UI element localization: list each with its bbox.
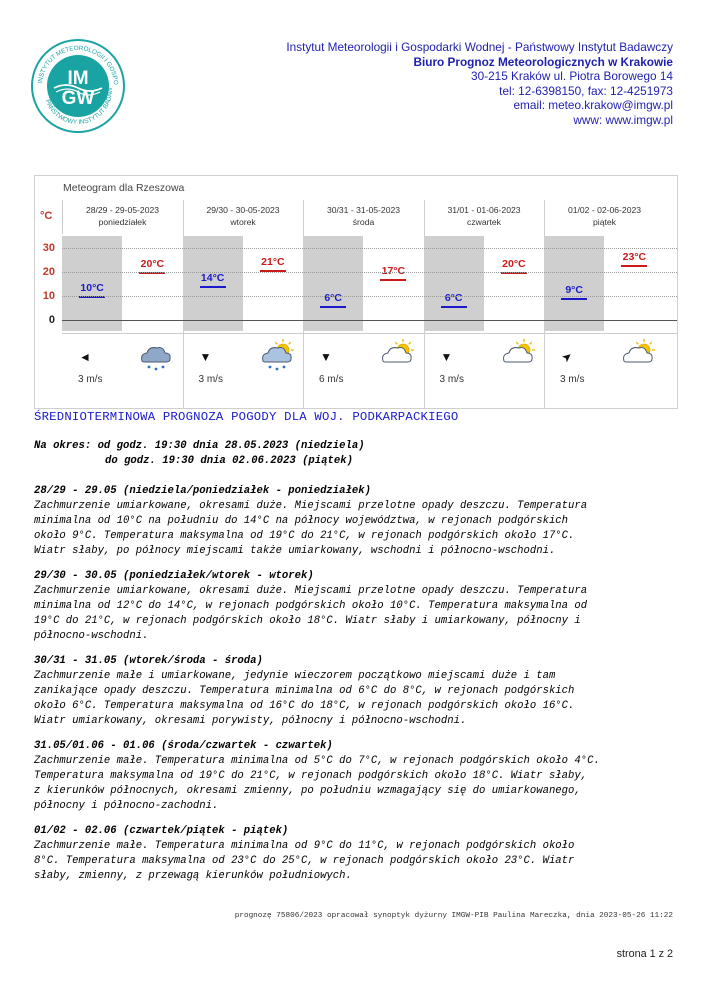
forecast-title: ŚREDNIOTERMINOWA PROGNOZA POGODY DLA WOJ. PODKARPACKIEGO	[34, 410, 459, 424]
day-weekday: poniedziałek	[98, 217, 147, 227]
block-line: północny i północno-zachodni.	[34, 800, 219, 813]
block-title: 30/31 - 31.05 (wtorek/środa - środa)	[34, 655, 263, 667]
max-temp-label: 21°C	[261, 255, 285, 268]
day-weekday: czwartek	[467, 217, 501, 227]
block-line: północno-wschodni.	[34, 630, 149, 643]
wind-speed: 3 m/s	[198, 374, 223, 385]
block-line: Zachmurzenie małe. Temperatura minimalna od 5°C do 7°C, w rejonach podgórskich około 4°C.	[34, 755, 600, 768]
forecast-period	[34, 439, 365, 469]
day-band	[122, 236, 182, 331]
page-number: strona 1 z 2	[616, 948, 673, 960]
block-line: słaby, zmienny, z przewagą kierunków południowych.	[34, 870, 352, 883]
wind-speed: 3 m/s	[560, 374, 585, 385]
block-line: Wiatr słaby, po północy miejscami także umiarkowany, wschodni i północno-wschodni.	[34, 545, 556, 558]
block-line: 8°C. Temperatura maksymalna od 23°C do 25°C, w rejonach podgórskich około 23°C. Wiatr	[34, 855, 575, 868]
day-range: 30/31 - 31-05-2023	[326, 205, 401, 215]
address: 30-215 Kraków ul. Piotra Borowego 14	[471, 69, 673, 84]
forecast-block-4	[34, 739, 674, 814]
axis-label-0: 0	[48, 314, 55, 326]
svg-text:GW: GW	[61, 88, 95, 109]
wind-direction-icon: ➤	[558, 348, 576, 366]
forecast-block-1	[34, 484, 674, 559]
block-line: Wiatr umiarkowany, okresami porywisty, północny i północno-wschodni.	[34, 715, 467, 728]
block-line: 19°C do 21°C, w rejonach podgórskich około 18°C. Wiatr słaby i umiarkowany, północny i	[34, 615, 581, 628]
block-line: około 6°C. Temperatura maksymalna od 16°C do 18°C, w rejonach podgórskich około 16°C.	[34, 700, 575, 713]
forecast-block-5	[34, 824, 674, 884]
svg-text:IM: IM	[67, 68, 89, 89]
day-range: 28/29 - 29-05-2023	[85, 205, 160, 215]
grid-line	[62, 296, 677, 297]
block-title: 29/30 - 30.05 (poniedziałek/wtorek - wtorek)	[34, 570, 314, 582]
axis-label-30: 30	[42, 242, 55, 254]
day-separator	[424, 200, 425, 408]
day-band	[484, 236, 544, 331]
meteogram	[34, 175, 678, 409]
day-header	[62, 200, 182, 234]
day-weekday: środa	[352, 217, 375, 227]
day-range: 31/01 - 01-06-2023	[447, 205, 521, 215]
max-temp-bar	[621, 265, 647, 267]
block-line: zanikające opady deszczu. Temperatura minimalna od 6°C do 8°C, w rejonach podgórskich	[34, 685, 575, 698]
max-temp-label: 23°C	[622, 250, 647, 263]
day-range: 29/30 - 30-05-2023	[206, 205, 280, 215]
max-temp-label: 20°C	[140, 258, 165, 270]
sun-cloud-rain-icon	[257, 339, 297, 371]
block-title: 28/29 - 29.05 (niedziela/poniedziałek - poniedziałek)	[34, 485, 371, 497]
day-weekday: wtorek	[230, 217, 256, 227]
max-temp-label: 17°C	[381, 265, 406, 278]
forecast-block-2	[34, 569, 674, 644]
min-temp-bar	[441, 306, 467, 308]
day-header	[544, 200, 664, 234]
block-title: 31.05/01.06 - 01.06 (środa/czwartek - czwartek)	[34, 740, 333, 752]
wind-speed: 3 m/s	[439, 374, 464, 385]
day-band	[363, 236, 423, 331]
block-line: Zachmurzenie umiarkowane, okresami duże. Miejscami przelotne opady deszczu. Temperatura	[34, 585, 588, 598]
block-line: około 9°C. Temperatura maksymalna od 19°C do 21°C, w rejonach podgórskich około 17°C.	[34, 530, 575, 543]
bureau-name: Biuro Prognoz Meteorologicznych w Krakowie	[413, 54, 673, 69]
min-temp-label: 10°C	[80, 282, 104, 294]
period-from: Na okres: od godz. 19:30 dnia 28.05.2023 (niedziela)	[34, 440, 365, 452]
day-separator	[183, 200, 184, 408]
svg-text:INSTYTUT METEOROLOGII I GOSPOD: INSTYTUT METEOROLOGII I GOSPO	[37, 44, 120, 86]
block-line: Zachmurzenie małe i umiarkowane, jedynie wieczorem początkowo miejscami duże i tam	[34, 670, 556, 683]
block-line: Temperatura maksymalna od 19°C do 21°C, w rejonach podgórskich około 18°C. Wiatr słaby,	[34, 770, 588, 783]
min-temp-label: 14°C	[200, 272, 225, 285]
meteogram-title: Meteogram dla Rzeszowa	[63, 182, 185, 194]
grid-line	[62, 248, 677, 249]
min-temp-bar	[320, 306, 346, 308]
phone-fax: tel: 12-6398150, fax: 12-4251973	[499, 83, 673, 98]
night-band	[424, 236, 484, 331]
block-line: Zachmurzenie umiarkowane, okresami duże. Miejscami przelotne opady deszczu. Temperatura	[34, 500, 588, 513]
block-line: minimalna od 12°C do 14°C, w rejonach podgórskich około 10°C. Temperatura maksymalna od	[34, 600, 588, 613]
min-temp-label: 6°C	[324, 291, 342, 304]
max-temp-label: 20°C	[502, 258, 526, 270]
sun-cloud-icon	[618, 339, 658, 371]
min-temp-bar	[561, 298, 587, 300]
day-range: 01/02 - 02-06-2023	[567, 205, 642, 215]
block-title: 01/02 - 02.06 (czwartek/piątek - piątek)	[34, 825, 289, 837]
imgw-logo	[30, 38, 126, 134]
wind-speed: 3 m/s	[78, 374, 103, 385]
sun-cloud-icon	[377, 339, 417, 371]
wind-direction-icon: ▼	[320, 350, 332, 364]
wind-direction-icon: ◄	[79, 350, 91, 364]
day-header	[183, 200, 303, 234]
institute-name: Instytut Meteorologii i Gospodarki Wodnej - Państwowy Instytut Badawczy	[286, 40, 673, 54]
day-band	[243, 236, 303, 331]
min-temp-label: 6°C	[444, 291, 463, 304]
block-line: z kierunków północnych, okresami zmienny, po południu wzmagający się do umiarkowanego,	[34, 785, 581, 798]
period-to: do godz. 19:30 dnia 02.06.2023 (piątek)	[105, 455, 353, 468]
min-temp-bar	[200, 286, 226, 288]
min-temp-label: 9°C	[565, 284, 583, 297]
grid-line	[62, 272, 677, 273]
day-header	[303, 200, 423, 234]
axis-label-10: 10	[42, 290, 55, 302]
zero-line	[62, 320, 677, 321]
sun-cloud-icon	[498, 339, 538, 371]
wind-direction-icon: ▼	[199, 350, 212, 364]
svg-text:PAŃSTWOWY INSTYTUT BADAWCZY: PAŃSTWOWY INSTYTUT BADAW	[43, 87, 115, 127]
night-band	[303, 236, 363, 331]
website: www: www.imgw.pl	[573, 112, 673, 127]
max-temp-bar	[380, 279, 406, 281]
wind-direction-icon: ▼	[440, 350, 453, 364]
day-header	[424, 200, 544, 234]
forecast-author-note: prognozę 75806/2023 opracował synoptyk dyżurny IMGW-PIB Paulina Mareczka, dnia 2023-05-26 11:22	[234, 912, 673, 920]
block-line: Zachmurzenie małe. Temperatura minimalna od 9°C do 11°C, w rejonach podgórskich około	[34, 840, 575, 853]
email: email: meteo.krakow@imgw.pl	[513, 98, 673, 113]
day-separator	[303, 200, 304, 408]
cloud-rain-icon	[136, 339, 176, 371]
forecast-block-3	[34, 654, 674, 729]
day-weekday: piątek	[593, 217, 616, 227]
axis-label-20: 20	[42, 266, 55, 278]
day-separator	[544, 200, 545, 408]
institute-header	[286, 40, 673, 128]
wind-speed: 6 m/s	[319, 374, 344, 385]
temperature-unit: °C	[40, 210, 53, 222]
block-line: minimalna od 10°C na południu do 14°C na północy województwa, w rejonach podgórskich	[34, 515, 569, 528]
